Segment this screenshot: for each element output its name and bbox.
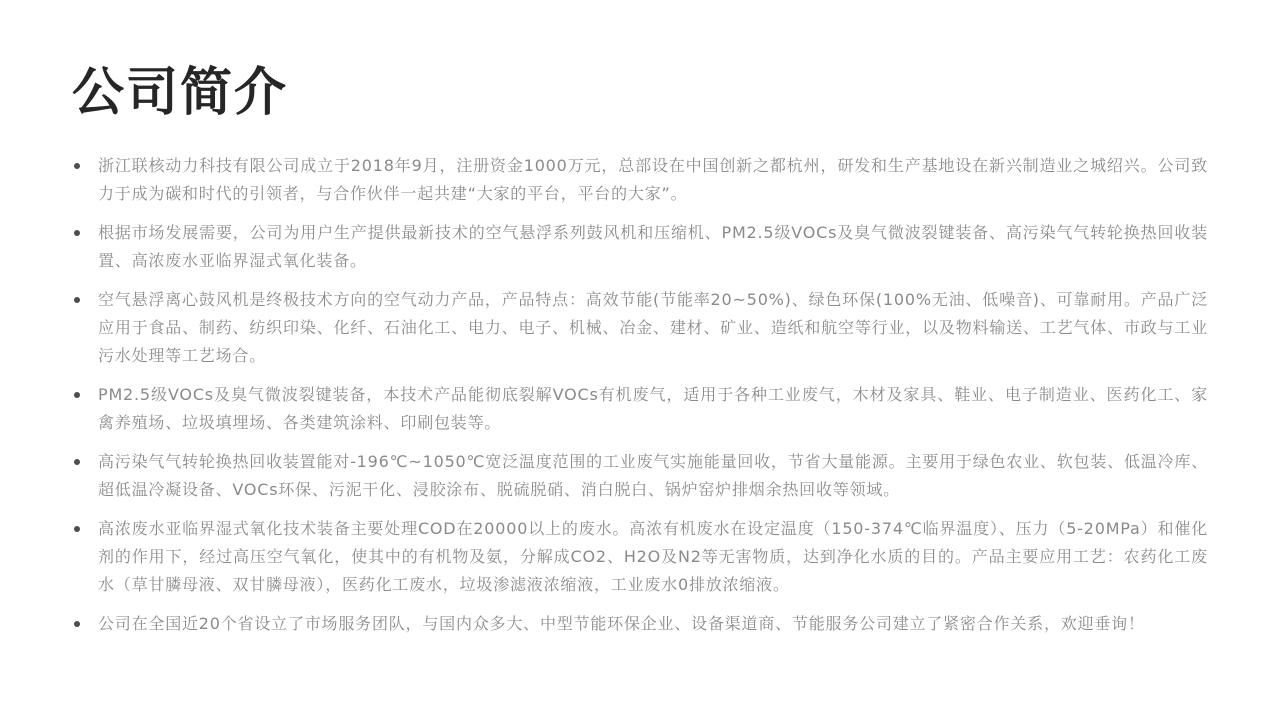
- bullet-item: [72, 381, 1208, 437]
- bullet-text: 根据市场发展需要，公司为用户生产提供最新技术的空气悬浮系列鼓风机和压缩机、PM2.5级VOCs及臭气微波裂键装备、高污染气气转轮换热回收装置、高浓废水亚临界湿式氧化装备。: [98, 223, 1208, 271]
- bullet-item: [72, 610, 1208, 638]
- bullet-dot-icon: [74, 459, 80, 465]
- bullet-item: [72, 219, 1208, 275]
- bullet-text: 浙江联核动力科技有限公司成立于2018年9月，注册资金1000万元，总部设在中国创新之都杭州，研发和生产基地设在新兴制造业之城绍兴。公司致力于成为碳和时代的引领者，与合作伙伴一起共建“大家的平台，平台的大家”。: [98, 156, 1208, 204]
- bullet-text: 空气悬浮离心鼓风机是终极技术方向的空气动力产品，产品特点：高效节能(节能率20~50%)、绿色环保(100%无油、低噪音)、可靠耐用。产品广泛应用于食品、制药、纺织印染、化纤、石油化工、电力、电子、机械、冶金、建材、矿业、造纸和航空等行业，以及物料输送、工艺气体、市政与工业污水处理等工艺场合。: [98, 290, 1208, 366]
- bullet-item: [72, 286, 1208, 370]
- bullet-item: [72, 152, 1208, 208]
- bullet-dot-icon: [74, 297, 80, 303]
- bullet-item: [72, 448, 1208, 504]
- bullet-dot-icon: [74, 230, 80, 236]
- bullet-dot-icon: [74, 163, 80, 169]
- bullet-item: [72, 515, 1208, 599]
- page-title: 公司简介: [72, 63, 289, 123]
- bullet-dot-icon: [74, 621, 80, 627]
- bullet-text: 高浓废水亚临界湿式氧化技术装备主要处理COD在20000以上的废水。高浓有机废水在设定温度（150-374℃临界温度）、压力（5-20MPa）和催化剂的作用下，经过高压空气氧化，使其中的有机物及氨，分解成CO2、H2O及N2等无害物质，达到净化水质的目的。产品主要应用工艺：农药化工废水（草甘膦母液、双甘膦母液），医药化工废水，垃圾渗滤液浓缩液，工业废水0排放浓缩液。: [98, 519, 1208, 595]
- bullet-dot-icon: [74, 526, 80, 532]
- bullet-list: [72, 152, 1208, 638]
- bullet-text: 公司在全国近20个省设立了市场服务团队，与国内众多大、中型节能环保企业、设备渠道商、节能服务公司建立了紧密合作关系，欢迎垂询！: [98, 614, 1145, 634]
- bullet-text: 高污染气气转轮换热回收装置能对-196℃~1050℃宽泛温度范围的工业废气实施能量回收，节省大量能源。主要用于绿色农业、软包装、低温冷库、超低温冷凝设备、VOCs环保、污泥干化、浸胶涂布、脱硫脱硝、消白脱白、锅炉窑炉排烟余热回收等领域。: [98, 452, 1208, 500]
- bullet-text: PM2.5级VOCs及臭气微波裂键装备，本技术产品能彻底裂解VOCs有机废气，适用于各种工业废气，木材及家具、鞋业、电子制造业、医药化工、家禽养殖场、垃圾填埋场、各类建筑涂料、印刷包装等。: [98, 385, 1208, 433]
- bullet-dot-icon: [74, 392, 80, 398]
